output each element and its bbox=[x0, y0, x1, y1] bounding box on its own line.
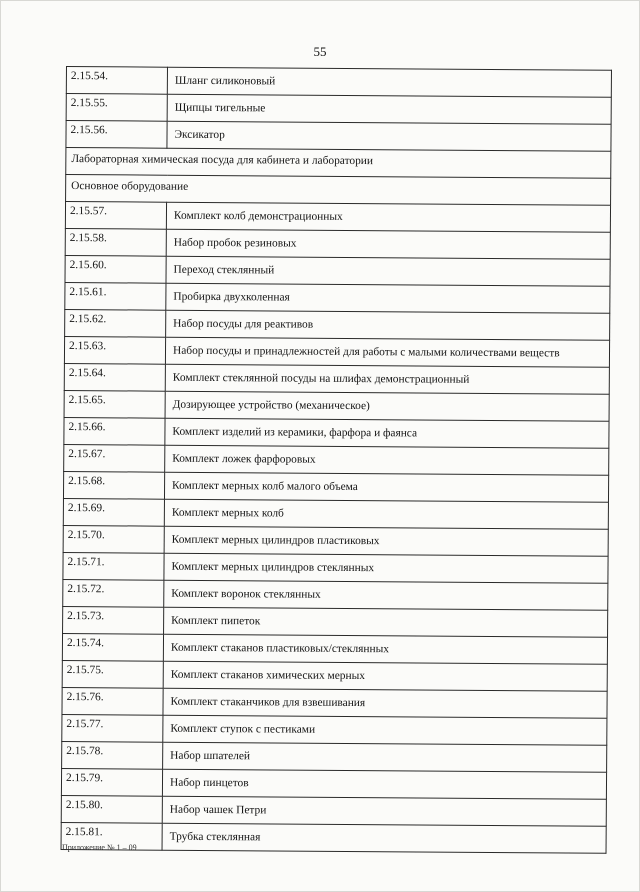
item-name: Комплект пипеток bbox=[164, 607, 608, 637]
item-name: Дозирующее устройство (механическое) bbox=[165, 391, 609, 421]
table-row bbox=[64, 390, 609, 421]
item-code: 2.15.71. bbox=[63, 552, 164, 580]
item-name: Комплект стаканчиков для взвешивания bbox=[163, 688, 607, 718]
item-name: Набор пробок резиновых bbox=[166, 229, 610, 259]
item-name: Комплект воронок стеклянных bbox=[164, 580, 608, 610]
item-name: Комплект ступок с пестиками bbox=[163, 715, 607, 745]
table-row bbox=[64, 363, 609, 394]
section-header-row bbox=[66, 148, 611, 179]
item-code: 2.15.72. bbox=[63, 579, 164, 607]
item-name: Комплект стаканов химических мерных bbox=[163, 661, 607, 691]
item-code: 2.15.54. bbox=[66, 67, 167, 95]
item-code: 2.15.75. bbox=[62, 660, 163, 688]
item-name: Комплект стеклянной посуды на шлифах демонстрационный bbox=[165, 364, 609, 394]
item-code: 2.15.69. bbox=[63, 498, 164, 526]
section-title: Лабораторная химическая посуда для кабинета и лаборатории bbox=[66, 148, 611, 179]
table-row bbox=[61, 822, 606, 853]
equipment-table-body bbox=[61, 67, 611, 854]
item-code: 2.15.70. bbox=[63, 525, 164, 553]
table-row bbox=[63, 471, 608, 502]
item-code: 2.15.76. bbox=[62, 687, 163, 715]
table-row bbox=[64, 336, 609, 367]
table-row bbox=[66, 67, 611, 98]
item-name: Комплект изделий из керамики, фарфора и фаянса bbox=[165, 418, 609, 448]
table-row bbox=[62, 660, 607, 691]
section-title: Основное оборудование bbox=[66, 175, 611, 206]
item-name: Пробирка двухколенная bbox=[166, 283, 610, 313]
item-code: 2.15.60. bbox=[65, 255, 166, 283]
item-code: 2.15.63. bbox=[64, 336, 165, 364]
table-row bbox=[61, 795, 606, 826]
footer-appendix-label: Приложение № 1 – 09 bbox=[62, 843, 137, 852]
item-code: 2.15.73. bbox=[63, 606, 164, 634]
table-row bbox=[63, 525, 608, 556]
table-row bbox=[63, 606, 608, 637]
page-number: 55 bbox=[313, 44, 327, 59]
table-row bbox=[65, 202, 610, 233]
item-code: 2.15.79. bbox=[61, 768, 162, 796]
item-code: 2.15.78. bbox=[62, 741, 163, 769]
item-code: 2.15.56. bbox=[66, 121, 167, 149]
table-row bbox=[66, 94, 611, 125]
item-name: Комплект ложек фарфоровых bbox=[165, 445, 609, 475]
item-name: Щипцы тигельные bbox=[167, 94, 611, 124]
item-name: Набор чашек Петри bbox=[162, 796, 606, 826]
table-row bbox=[62, 633, 607, 664]
item-code: 2.15.81. bbox=[61, 822, 162, 850]
item-code: 2.15.64. bbox=[64, 363, 165, 391]
item-name: Набор посуды для реактивов bbox=[166, 310, 610, 340]
table-row bbox=[65, 309, 610, 340]
table-row bbox=[62, 714, 607, 745]
item-name: Набор шпателей bbox=[163, 742, 607, 772]
item-code: 2.15.61. bbox=[65, 282, 166, 310]
item-code: 2.15.65. bbox=[64, 390, 165, 418]
table-row bbox=[66, 121, 611, 152]
table-row bbox=[62, 687, 607, 718]
section-header-row bbox=[66, 175, 611, 206]
item-name: Набор посуды и принадлежностей для работы с малыми количествами веществ bbox=[165, 337, 609, 367]
item-code: 2.15.62. bbox=[65, 309, 166, 337]
table-row bbox=[61, 768, 606, 799]
item-name: Комплект мерных цилиндров пластиковых bbox=[164, 526, 608, 556]
equipment-table bbox=[61, 66, 612, 854]
item-name: Трубка стеклянная bbox=[162, 823, 606, 853]
item-name: Комплект стаканов пластиковых/стеклянных bbox=[163, 634, 607, 664]
item-name: Комплект колб демонстрационных bbox=[166, 202, 610, 232]
item-code: 2.15.77. bbox=[62, 714, 163, 742]
item-name: Набор пинцетов bbox=[162, 769, 606, 799]
table-row bbox=[65, 228, 610, 259]
item-name: Эксикатор bbox=[167, 121, 611, 151]
table-row bbox=[63, 579, 608, 610]
table-row bbox=[63, 498, 608, 529]
table-row bbox=[62, 741, 607, 772]
item-name: Переход стеклянный bbox=[166, 256, 610, 286]
table-row bbox=[65, 255, 610, 286]
item-code: 2.15.55. bbox=[66, 94, 167, 122]
item-code: 2.15.66. bbox=[64, 417, 165, 445]
item-name: Комплект мерных цилиндров стеклянных bbox=[164, 553, 608, 583]
item-name: Шланг силиконовый bbox=[167, 67, 611, 97]
table-row bbox=[65, 282, 610, 313]
table-row bbox=[64, 444, 609, 475]
item-code: 2.15.68. bbox=[63, 471, 164, 499]
item-code: 2.15.74. bbox=[62, 633, 163, 661]
item-code: 2.15.80. bbox=[61, 795, 162, 823]
item-name: Комплект мерных колб малого объема bbox=[164, 472, 608, 502]
item-code: 2.15.58. bbox=[65, 228, 166, 256]
table-row bbox=[64, 417, 609, 448]
item-code: 2.15.67. bbox=[64, 444, 165, 472]
table-row bbox=[63, 552, 608, 583]
item-name: Комплект мерных колб bbox=[164, 499, 608, 529]
item-code: 2.15.57. bbox=[65, 202, 166, 230]
